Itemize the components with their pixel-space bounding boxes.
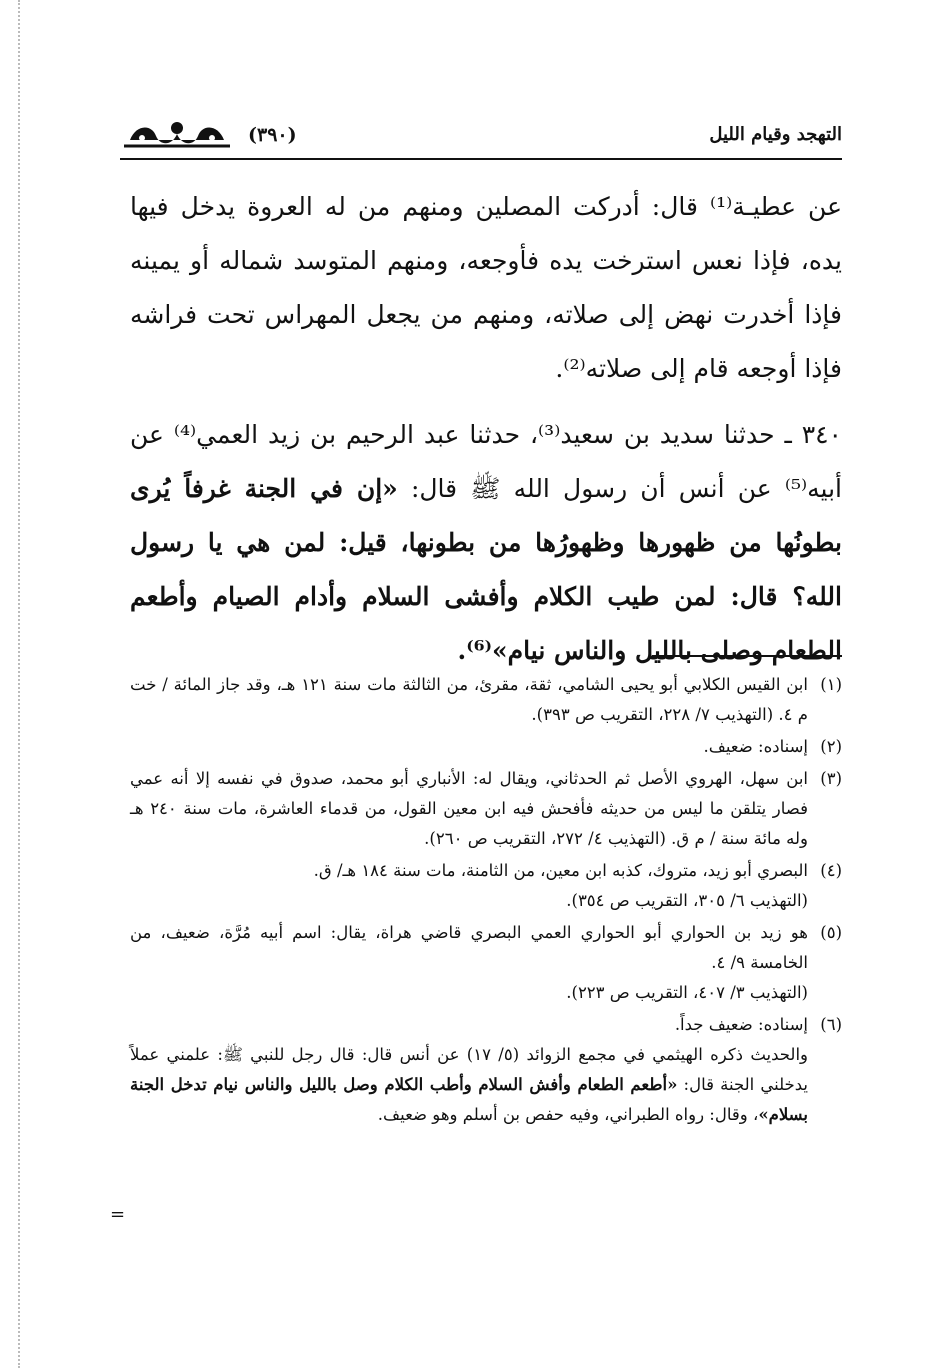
footnote-line: إسناده: ضعيف جداً. [674,1015,808,1034]
footnote-separator [652,655,842,657]
footnote-number: (١) [820,675,842,694]
footnote-line: البصري أبو زيد، متروك، كذبه ابن معين، من الثامنة، مات سنة ١٨٤ هـ/ ق. [313,861,808,880]
footnote-number: (٤) [820,861,842,880]
page-number: (٣٩٠) [248,124,297,146]
footnote-5 [130,918,842,1008]
paragraph-atiyya: عن عطيـة⁽¹⁾ قال: أدركت المصلين ومنهم من له العروة يدخل فيها يده، فإذا نعس استرخت يده فأوجعه، ومنهم المتوسد شماله أو يمينه فإذا أخدرت نهض إلى صلاته، ومنهم من يجعل المهراس تحت فراشه فإذا أوجعه قام إلى صلاته⁽²⁾. [130,192,842,383]
footnote-number: (٥) [820,923,842,942]
footnote-2 [130,732,842,762]
footnote-line: (التهذيب ٣/ ٤٠٧، التقريب ص ٢٢٣). [566,983,808,1002]
ornament-icon [122,116,232,152]
running-title: التهجد وقيام الليل [709,124,842,145]
footnote-line: (التهذيب ٦/ ٣٠٥، التقريب ص ٣٥٤). [566,891,808,910]
footnote-6-commentary [130,1045,808,1124]
page-header [120,110,842,156]
header-rule [120,158,842,160]
footnote-line: هو زيد بن الحواري أبو الحواري العمي البصري قاضي هراة، يقال: اسم أبيه مُرَّة، ضعيف، من الخامسة ٩/ ٤. [130,923,808,972]
footnote-line: ابن سهل، الهروي الأصل ثم الحدثاني، ويقال له: الأنباري أبو محمد، صدوق في نفسه إلا أنه عمي فصار يتلقن ما ليس من حديثه فأفحش فيه ابن معين القول، من قدماء العاشرة، مات سنة ٢٤٠ هـ وله مائة سنة / م ق. (التهذيب ٤/ ٢٧٢، التقريب ص ٢٦٠). [130,769,809,848]
footnote-number: (٣) [820,769,842,788]
page-gutter-border [18,0,20,1368]
hadith-matn: «إن في الجنة غرفاً يُرى بطونُها من ظهورها وظهورُها من بطونها، قيل: لمن هي يا رسول الله؟ قال: لمن طيب الكلام وأفشى السلام وأدام الصيام وأطعم الطعام وصلى بالليل والناس نيام»⁽⁶⁾. [130,474,842,665]
continuation-mark: = [110,1204,126,1225]
footnote-3 [130,764,842,854]
footnote-6-intro: والحديث ذكره الهيثمي في مجمع الزوائد (٥/ ١٧) عن أنس قال: قال رجل للنبي ﷺ: علمني عملاً يدخلني الجنة قال: [130,1045,809,1094]
footnote-6 [130,1010,842,1130]
footnote-line: ابن القيس الكلابي أبو يحيى الشامي، ثقة، مقرئ، من الثالثة مات سنة ١٢١ هـ، وقد جاز المائة / خت م ٤. (التهذيب ٧/ ٢٢٨، التقريب ص ٣٩٣). [130,675,808,724]
main-text [130,180,842,678]
footnote-number: (٦) [820,1015,842,1034]
footnote-4 [130,856,842,916]
hadith-340 [130,408,842,678]
footnotes [130,670,842,1132]
footnote-number: (٢) [820,737,842,756]
footnote-6-quote: «أطعم الطعام وأفش السلام وأطب الكلام وصل بالليل والناس نيام تدخل الجنة بسلام» [130,1075,808,1124]
footnote-line: إسناده: ضعيف. [703,737,808,756]
hadith-isnad: ٣٤٠ ـ حدثنا سديد بن سعيد⁽³⁾، حدثنا عبد الرحيم بن زيد العمي⁽⁴⁾ عن أبيه⁽⁵⁾ عن أنس أن رسول الله ﷺ قال: [130,420,842,503]
footnote-1 [130,670,842,730]
footnote-6-outro: ، وقال: رواه الطبراني، وفيه حفص بن أسلم وهو ضعيف. [377,1105,759,1124]
